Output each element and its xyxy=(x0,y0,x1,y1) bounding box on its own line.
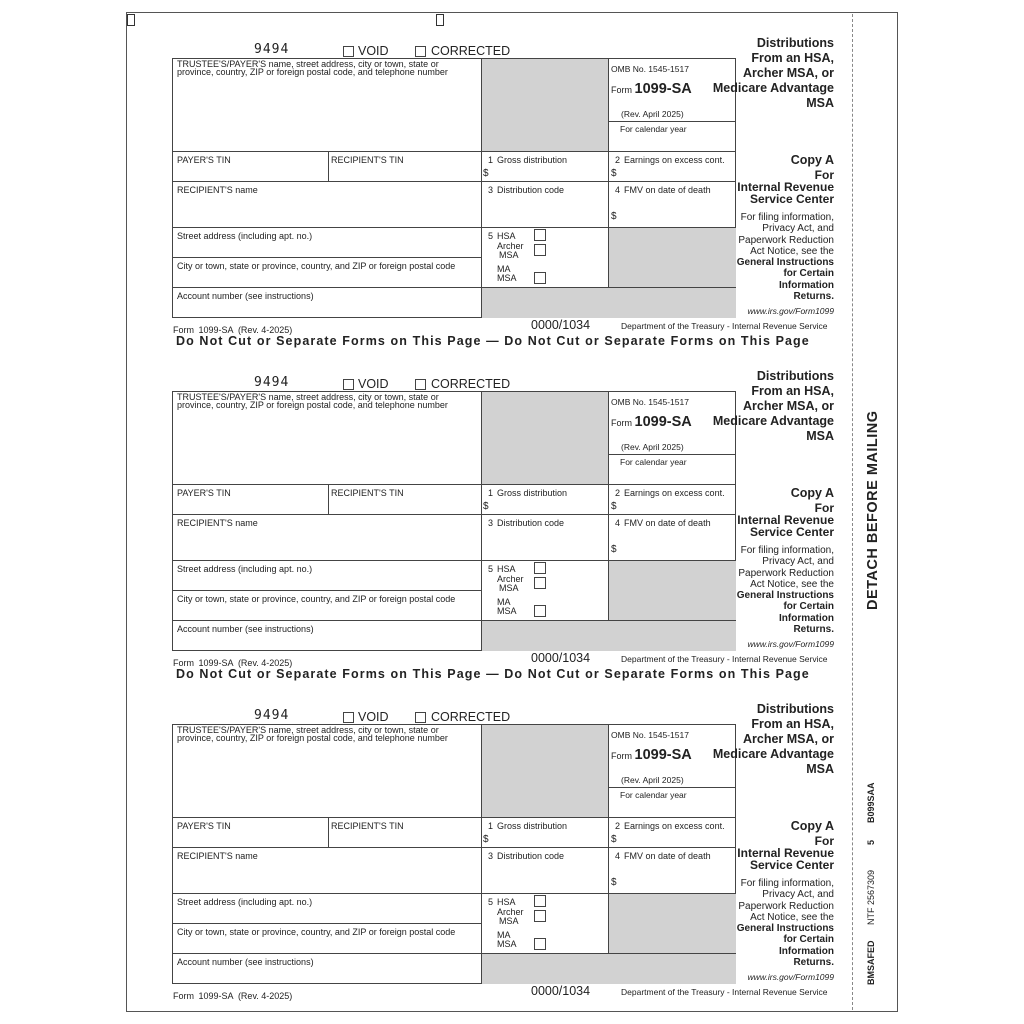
form-grid xyxy=(172,391,736,651)
footer-department: Department of the Treasury - Internal Revenue Service xyxy=(621,321,828,331)
box2-label: 2 Earnings on excess cont. xyxy=(615,155,725,165)
calendar-year-label: For calendar year xyxy=(620,457,687,467)
void-label: VOID xyxy=(358,377,389,391)
form-code: 9494 xyxy=(254,708,290,723)
box1-dollar: $ xyxy=(483,834,489,845)
payer-label: TRUSTEE'S/PAYER'S name, street address, city or town, state or province, country, ZIP or foreign postal code, and telephone number xyxy=(177,59,448,77)
ma-msa-checkbox[interactable] xyxy=(534,938,546,950)
detach-before-mailing: DETACH BEFORE MAILING xyxy=(865,410,881,610)
box2-dollar: $ xyxy=(611,168,617,179)
form-1099-sa-copy xyxy=(0,680,1024,1000)
revision-date: (Rev. April 2025) xyxy=(621,775,684,785)
city-label: City or town, state or province, country, and ZIP or foreign postal code xyxy=(177,261,456,271)
do-not-cut-notice: Do Not Cut or Separate Forms on This Page — Do Not Cut or Separate Forms on This Page xyxy=(176,667,810,681)
corrected-checkbox[interactable] xyxy=(415,712,426,723)
box2-label: 2 Earnings on excess cont. xyxy=(615,488,725,498)
corrected-label: CORRECTED xyxy=(431,710,511,724)
box3-label: 3 Distribution code xyxy=(488,851,565,861)
box2-label: 2 Earnings on excess cont. xyxy=(615,821,725,831)
side-code-3: 5 xyxy=(866,839,876,845)
archer-msa-checkbox[interactable] xyxy=(534,244,546,256)
irs-url[interactable]: www.irs.gov/Form1099 xyxy=(747,972,834,982)
void-label: VOID xyxy=(358,44,389,58)
ma-msa-checkbox[interactable] xyxy=(534,605,546,617)
footer-department: Department of the Treasury - Internal Revenue Service xyxy=(621,654,828,664)
form-code: 9494 xyxy=(254,375,290,390)
filing-notice: For filing information, Privacy Act, and Paperwork Reduction Act Notice, see the General Instructions for Certain Information Returns. xyxy=(736,212,834,303)
form-code: 9494 xyxy=(254,42,290,57)
void-checkbox[interactable] xyxy=(343,379,354,390)
irs-url[interactable]: www.irs.gov/Form1099 xyxy=(747,306,834,316)
box4-label: 4 FMV on date of death xyxy=(615,851,711,861)
form-1099-sa-copy xyxy=(0,347,1024,667)
calendar-year-label: For calendar year xyxy=(620,790,687,800)
box4-label: 4 FMV on date of death xyxy=(615,185,711,195)
box3-label: 3 Distribution code xyxy=(488,185,565,195)
form-1099-sa-copy xyxy=(0,14,1024,334)
form-word: Form xyxy=(611,418,632,428)
form-word: Form xyxy=(611,85,632,95)
omb-number: OMB No. 1545-1517 xyxy=(611,64,689,74)
filing-notice: For filing information, Privacy Act, and Paperwork Reduction Act Notice, see the General Instructions for Certain Information Returns. xyxy=(736,545,834,636)
account-number-label: Account number (see instructions) xyxy=(177,957,314,967)
city-label: City or town, state or province, country, and ZIP or foreign postal code xyxy=(177,594,456,604)
box5-hsa-label: 5 HSA xyxy=(488,897,516,907)
box5-hsa-label: 5 HSA xyxy=(488,564,516,574)
payer-label: TRUSTEE'S/PAYER'S name, street address, city or town, state or province, country, ZIP or foreign postal code, and telephone number xyxy=(177,725,448,743)
irs-url[interactable]: www.irs.gov/Form1099 xyxy=(747,639,834,649)
filing-notice: For filing information, Privacy Act, and Paperwork Reduction Act Notice, see the General Instructions for Certain Information Returns. xyxy=(736,878,834,969)
recipient-tin-label: RECIPIENT'S TIN xyxy=(331,155,404,165)
payer-tin-label: PAYER'S TIN xyxy=(177,155,231,165)
form-title: Distributions From an HSA, Archer MSA, or Medicare Advantage MSA xyxy=(712,702,834,776)
copy-designation: Copy A For Internal Revenue Service Center xyxy=(737,153,834,206)
hsa-checkbox[interactable] xyxy=(534,229,546,241)
calendar-year-label: For calendar year xyxy=(620,124,687,134)
box2-dollar: $ xyxy=(611,501,617,512)
box5-archer-label: Archer MSA xyxy=(497,574,524,593)
corrected-label: CORRECTED xyxy=(431,377,511,391)
form-number-text: 1099-SA xyxy=(634,81,692,97)
recipient-name-label: RECIPIENT'S name xyxy=(177,185,258,195)
box4-label: 4 FMV on date of death xyxy=(615,518,711,528)
footer-code: 0000/1034 xyxy=(531,984,591,998)
void-checkbox[interactable] xyxy=(343,712,354,723)
city-label: City or town, state or province, country, and ZIP or foreign postal code xyxy=(177,927,456,937)
shaded-area xyxy=(481,392,608,484)
box5-archer-label: Archer MSA xyxy=(497,241,524,260)
footer-code: 0000/1034 xyxy=(531,318,591,332)
box5-ma-label: MA MSA xyxy=(497,264,517,283)
form-grid xyxy=(172,724,736,984)
do-not-cut-notice: Do Not Cut or Separate Forms on This Page — Do Not Cut or Separate Forms on This Page xyxy=(176,334,810,348)
recipient-tin-label: RECIPIENT'S TIN xyxy=(331,488,404,498)
archer-msa-checkbox[interactable] xyxy=(534,577,546,589)
box5-ma-label: MA MSA xyxy=(497,930,517,949)
box4-dollar: $ xyxy=(611,877,617,888)
hsa-checkbox[interactable] xyxy=(534,895,546,907)
recipient-name-label: RECIPIENT'S name xyxy=(177,851,258,861)
box1-dollar: $ xyxy=(483,501,489,512)
box2-dollar: $ xyxy=(611,834,617,845)
corrected-checkbox[interactable] xyxy=(415,379,426,390)
hsa-checkbox[interactable] xyxy=(534,562,546,574)
form-title: Distributions From an HSA, Archer MSA, or Medicare Advantage MSA xyxy=(712,36,834,110)
revision-date: (Rev. April 2025) xyxy=(621,442,684,452)
form-grid xyxy=(172,58,736,318)
footer-department: Department of the Treasury - Internal Revenue Service xyxy=(621,987,828,997)
side-code-2: NTF 2567309 xyxy=(866,869,876,925)
corrected-checkbox[interactable] xyxy=(415,46,426,57)
void-checkbox[interactable] xyxy=(343,46,354,57)
shaded-area xyxy=(481,725,608,817)
void-label: VOID xyxy=(358,710,389,724)
street-address-label: Street address (including apt. no.) xyxy=(177,564,313,574)
box1-dollar: $ xyxy=(483,168,489,179)
payer-tin-label: PAYER'S TIN xyxy=(177,488,231,498)
footer-form-name: Form 1099-SA (Rev. 4-2025) xyxy=(173,658,293,668)
copy-designation: Copy A For Internal Revenue Service Center xyxy=(737,486,834,539)
box4-dollar: $ xyxy=(611,211,617,222)
payer-tin-label: PAYER'S TIN xyxy=(177,821,231,831)
form-word: Form xyxy=(611,751,632,761)
footer-code: 0000/1034 xyxy=(531,651,591,665)
form-number-text: 1099-SA xyxy=(634,414,692,430)
recipient-tin-label: RECIPIENT'S TIN xyxy=(331,821,404,831)
payer-label: TRUSTEE'S/PAYER'S name, street address, city or town, state or province, country, ZIP or foreign postal code, and telephone number xyxy=(177,392,448,410)
box5-ma-label: MA MSA xyxy=(497,597,517,616)
footer-form-name: Form 1099-SA (Rev. 4-2025) xyxy=(173,991,293,1001)
form-title: Distributions From an HSA, Archer MSA, or Medicare Advantage MSA xyxy=(712,369,834,443)
street-address-label: Street address (including apt. no.) xyxy=(177,897,313,907)
form-number xyxy=(611,414,692,430)
form-number xyxy=(611,81,692,97)
omb-number: OMB No. 1545-1517 xyxy=(611,730,689,740)
box5-hsa-label: 5 HSA xyxy=(488,231,516,241)
form-number-text: 1099-SA xyxy=(634,747,692,763)
shaded-area xyxy=(481,59,608,151)
side-code-1: BMSAFED xyxy=(866,940,876,985)
box4-dollar: $ xyxy=(611,544,617,555)
recipient-name-label: RECIPIENT'S name xyxy=(177,518,258,528)
shaded-area xyxy=(481,953,736,984)
archer-msa-checkbox[interactable] xyxy=(534,910,546,922)
footer-form-name: Form 1099-SA (Rev. 4-2025) xyxy=(173,325,293,335)
shaded-area xyxy=(481,287,736,318)
copy-designation: Copy A For Internal Revenue Service Center xyxy=(737,819,834,872)
box5-archer-label: Archer MSA xyxy=(497,907,524,926)
ma-msa-checkbox[interactable] xyxy=(534,272,546,284)
shaded-area xyxy=(481,620,736,651)
box1-label: 1 Gross distribution xyxy=(488,821,568,831)
revision-date: (Rev. April 2025) xyxy=(621,109,684,119)
side-code-4: B099SAA xyxy=(866,782,876,823)
form-number xyxy=(611,747,692,763)
omb-number: OMB No. 1545-1517 xyxy=(611,397,689,407)
account-number-label: Account number (see instructions) xyxy=(177,624,314,634)
street-address-label: Street address (including apt. no.) xyxy=(177,231,313,241)
corrected-label: CORRECTED xyxy=(431,44,511,58)
box3-label: 3 Distribution code xyxy=(488,518,565,528)
box1-label: 1 Gross distribution xyxy=(488,155,568,165)
box1-label: 1 Gross distribution xyxy=(488,488,568,498)
account-number-label: Account number (see instructions) xyxy=(177,291,314,301)
